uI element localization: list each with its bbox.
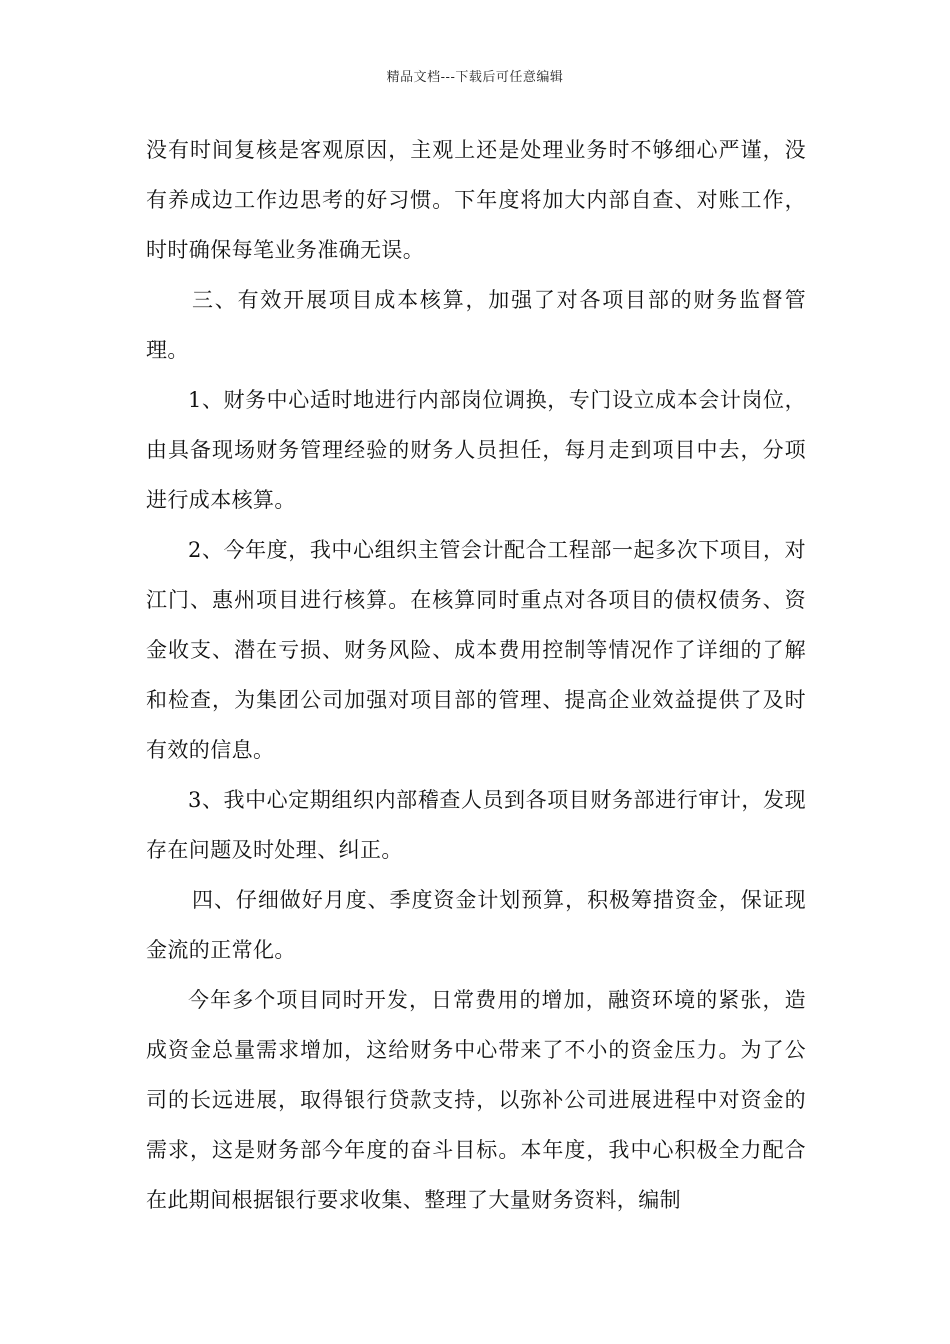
section-heading-three: 三、有效开展项目成本核算，加强了对各项目部的财务监督管理。 [146, 288, 806, 362]
paragraph-item-3: 3、我中心定期组织内部稽查人员到各项目财务部进行审计，发现存在问题及时处理、纠正。 [146, 788, 806, 862]
paragraph-item-2: 2、今年度，我中心组织主管会计配合工程部一起多次下项目，对江门、惠州项目进行核算。在核算同时重点对各项目的债权债务、资金收支、潜在亏损、财务风险、成本费用控制等情况作了详细的了解和检查，为集团公司加强对项目部的管理、提高企业效益提供了及时有效的信息。 [146, 538, 806, 762]
paragraph-funding: 今年多个项目同时开发，日常费用的增加，融资环境的紧张，造成资金总量需求增加，这给财务中心带来了不小的资金压力。为了公司的长远进展，取得银行贷款支持，以弥补公司进展进程中对资金的需求，这是财务部今年度的奋斗目标。本年度，我中心积极全力配合在此期间根据银行要求收集、整理了大量财务资料，编制 [146, 988, 806, 1212]
page-header: 精品文档---下载后可任意编辑 [386, 70, 564, 85]
paragraph-continuation: 没有时间复核是客观原因，主观上还是处理业务时不够细心严谨，没有养成边工作边思考的好习惯。下年度将加大内部自查、对账工作，时时确保每笔业务准确无误。 [146, 138, 806, 262]
section-heading-four: 四、仔细做好月度、季度资金计划预算，积极筹措资金，保证现金流的正常化。 [146, 888, 806, 962]
document-body [146, 125, 806, 1225]
paragraph-item-1: 1、财务中心适时地进行内部岗位调换，专门设立成本会计岗位，由具备现场财务管理经验的财务人员担任，每月走到项目中去，分项进行成本核算。 [146, 388, 806, 512]
